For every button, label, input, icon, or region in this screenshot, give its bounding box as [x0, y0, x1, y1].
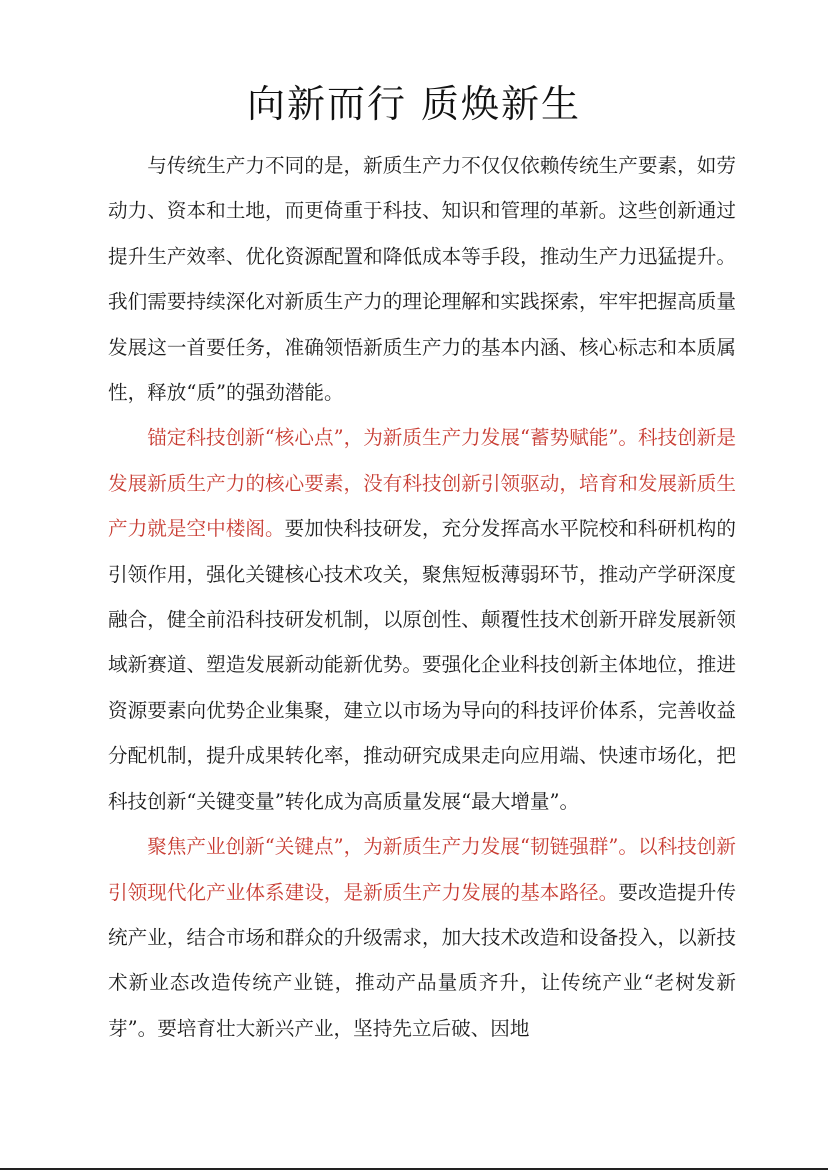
paragraph-3-lead: 聚焦产业创新“关键点”，为新质生产力发展“韧链强群”。以科技创新引领现代化产业体系建设，是新质生产力发展的基本路径。: [108, 835, 736, 904]
page-bottom-divider: [0, 1168, 828, 1170]
paragraph-2-lead: 锚定科技创新“核心点”，为新质生产力发展“蓄势赋能”。科技创新是发展新质生产力的核心要素，没有科技创新引领驱动，培育和发展新质生产力就是空中楼阁。: [108, 426, 736, 541]
paragraph-1-text: 与传统生产力不同的是，新质生产力不仅仅依赖传统生产要素，如劳动力、资本和土地，而更倚重于科技、知识和管理的革新。这些创新通过提升生产效率、优化资源配置和降低成本等手段，推动生产力迅猛提升。我们需要持续深化对新质生产力的理论理解和实践探索，牢牢把握高质量发展这一首要任务，准确领悟新质生产力的基本内涵、核心标志和本质属性，释放“质”的强劲潜能。: [108, 154, 736, 405]
paragraph-2: [108, 415, 736, 824]
page-title: 向新而行 质焕新生: [246, 82, 582, 126]
paragraph-2-text: 要加快科技研发，充分发挥高水平院校和科研机构的引领作用，强化关键核心技术攻关，聚焦短板薄弱环节，推动产学研深度融合，健全前沿科技研发机制，以原创性、颠覆性技术创新开辟发展新领域新赛道、塑造发展新动能新优势。要强化企业科技创新主体地位，推进资源要素向优势企业集聚，建立以市场为导向的科技评价体系，完善收益分配机制，提升成果转化率，推动研究成果走向应用端、快速市场化，把科技创新“关键变量”转化成为高质量发展“最大增量”。: [108, 517, 737, 813]
paragraph-3-text: 要改造提升传统产业，结合市场和群众的升级需求，加大技术改造和设备投入，以新技术新业态改造传统产业链，推动产品量质齐升，让传统产业“老树发新芽”。要培育壮大新兴产业，坚持先立后破、因地: [108, 880, 737, 1040]
paragraph-1: [108, 143, 736, 415]
article-body: [108, 143, 736, 1051]
paragraph-3: [108, 824, 736, 1051]
